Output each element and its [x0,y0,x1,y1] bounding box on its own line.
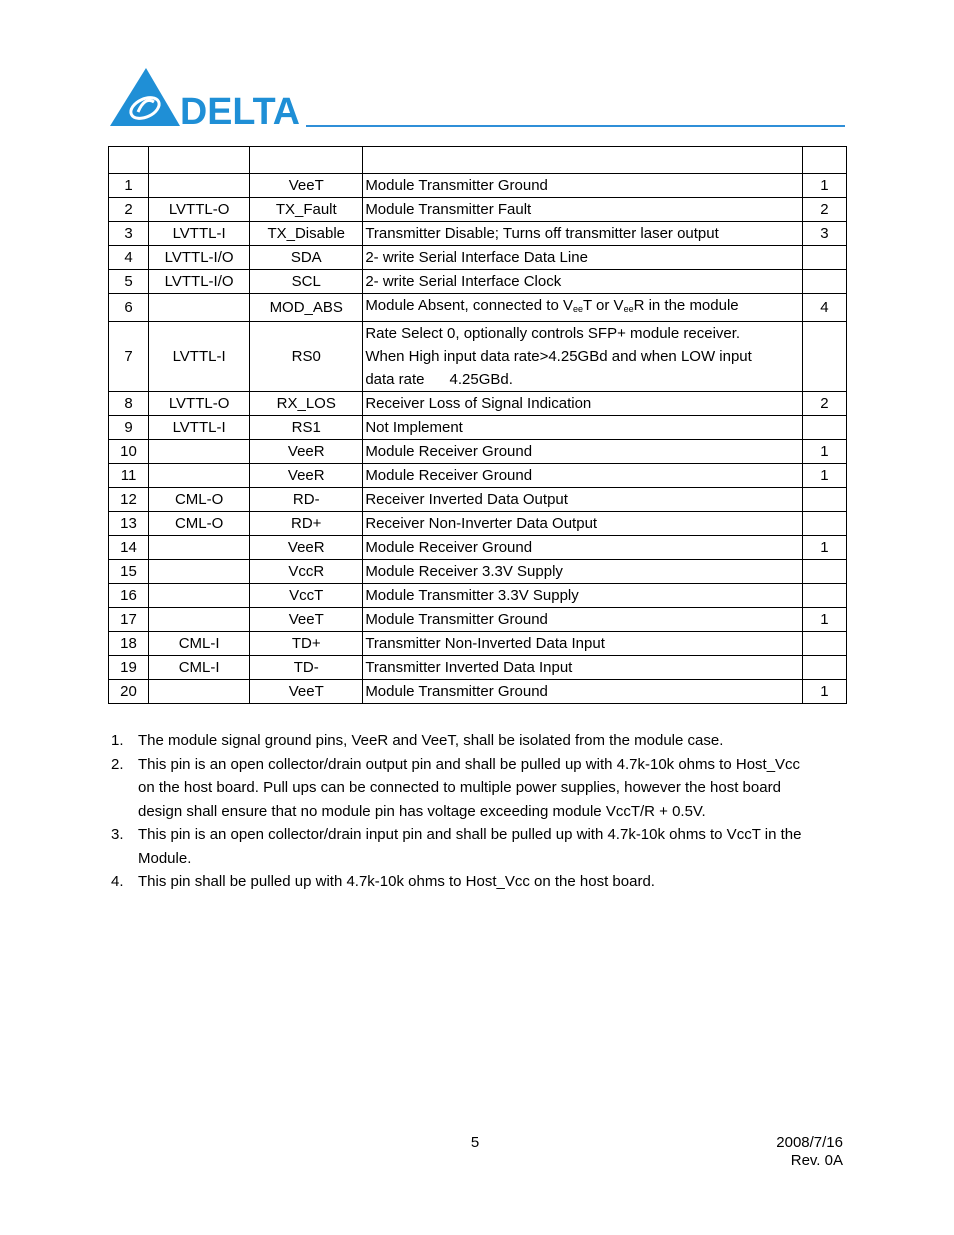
logic-cell [149,680,250,704]
note-cell [802,270,846,294]
logic-cell [149,174,250,198]
logic-cell [149,536,250,560]
symbol-cell: VeeT [250,608,363,632]
pin-number-cell: 3 [109,222,149,246]
note-cell [802,584,846,608]
description-cell [363,322,803,392]
note-cell [802,246,846,270]
description-cell: Transmitter Disable; Turns off transmitter laser output [363,222,803,246]
description-cell: Module Transmitter Ground [363,680,803,704]
note-cell [802,656,846,680]
note-cell [802,322,846,392]
pin-number-cell: 14 [109,536,149,560]
logic-cell [149,584,250,608]
logic-cell: LVTTL-O [149,392,250,416]
note-cell: 1 [802,608,846,632]
symbol-cell: RS1 [250,416,363,440]
logic-cell: CML-O [149,512,250,536]
description-part: T or V [582,297,624,314]
note-item [108,753,838,824]
symbol-cell: VccR [250,560,363,584]
note-cell: 3 [802,222,846,246]
page-number: 5 [470,1134,480,1151]
description-part: ee [623,304,634,314]
note-cell: 2 [802,392,846,416]
description-cell: Module Receiver Ground [363,464,803,488]
table-row [109,294,847,322]
description-line: Rate Select 0, optionally controls SFP+ module receiver. [365,325,741,342]
note-line: The module signal ground pins, VeeR and VeeT, shall be isolated from the module case. [138,732,724,749]
pin-number-cell: 5 [109,270,149,294]
note-cell [802,632,846,656]
logic-cell: LVTTL-I/O [149,270,250,294]
description-cell: Receiver Non-Inverter Data Output [363,512,803,536]
note-item [108,870,838,894]
pin-number-cell: 1 [109,174,149,198]
description-cell [363,294,803,322]
delta-logo [108,66,308,128]
description-cell: Module Transmitter Ground [363,174,803,198]
logic-cell [149,560,250,584]
footer-rev: Rev. 0A [790,1152,843,1169]
pin-number-cell: 9 [109,416,149,440]
symbol-cell: TX_Fault [250,198,363,222]
logic-cell: CML-I [149,632,250,656]
description-cell: Not Implement [363,416,803,440]
symbol-cell: TD+ [250,632,363,656]
table-row [109,222,847,246]
pin-number-cell: 16 [109,584,149,608]
table-row [109,416,847,440]
pin-number-cell: 19 [109,656,149,680]
symbol-cell: RD+ [250,512,363,536]
logo-wordmark: DELTA [180,91,300,128]
description-part: Module Absent, connected to V [365,297,573,314]
table-row [109,608,847,632]
logic-cell: CML-O [149,488,250,512]
note-cell [802,560,846,584]
logic-cell [149,440,250,464]
description-cell: 2- write Serial Interface Clock [363,270,803,294]
note-line: design shall ensure that no module pin has voltage exceeding module VccT/R + 0.5V. [138,802,706,820]
pin-number-cell: 11 [109,464,149,488]
pin-number-cell: 6 [109,294,149,322]
note-line: This pin shall be pulled up with 4.7k-10k ohms to Host_Vcc on the host board. [138,873,655,890]
table-row [109,440,847,464]
table-row [109,198,847,222]
note-number: 4. [111,873,124,890]
logic-cell: LVTTL-I/O [149,246,250,270]
description-cell: Module Transmitter 3.3V Supply [363,584,803,608]
note-cell: 2 [802,198,846,222]
logic-cell [149,608,250,632]
symbol-cell: VeeR [250,464,363,488]
note-cell: 1 [802,680,846,704]
table-row [109,464,847,488]
note-cell: 1 [802,440,846,464]
pin-number-cell: 20 [109,680,149,704]
pin-number-cell: 8 [109,392,149,416]
table-row [109,246,847,270]
description-line: data rate 4.25GBd. [365,371,513,388]
table-row [109,680,847,704]
pin-number-cell: 10 [109,440,149,464]
pin-number-cell: 15 [109,560,149,584]
symbol-cell: VeeT [250,174,363,198]
symbol-cell: RX_LOS [250,392,363,416]
description-line: When High input data rate>4.25GBd and when LOW input [365,348,752,365]
note-cell [802,416,846,440]
table-header-row [109,147,847,174]
pin-number-cell: 2 [109,198,149,222]
table-row [109,488,847,512]
notes-list [108,729,838,894]
note-cell: 1 [802,464,846,488]
header-cell [250,147,363,174]
description-cell: Module Transmitter Ground [363,608,803,632]
description-cell: Receiver Inverted Data Output [363,488,803,512]
symbol-cell: SCL [250,270,363,294]
note-number: 3. [111,826,124,843]
logic-cell: LVTTL-I [149,322,250,392]
description-cell: Receiver Loss of Signal Indication [363,392,803,416]
pin-number-cell: 7 [109,322,149,392]
table-row [109,584,847,608]
description-cell: Module Receiver Ground [363,440,803,464]
note-cell: 4 [802,294,846,322]
note-cell: 1 [802,536,846,560]
pin-number-cell: 17 [109,608,149,632]
symbol-cell: SDA [250,246,363,270]
symbol-cell: VeeR [250,536,363,560]
table-row [109,392,847,416]
description-cell: Transmitter Non-Inverted Data Input [363,632,803,656]
note-cell [802,488,846,512]
note-line: This pin is an open collector/drain input pin and shall be pulled up with 4.7k-10k ohms to VccT in the [138,826,802,843]
footer-date-rev [776,1134,843,1170]
pin-number-cell: 4 [109,246,149,270]
symbol-cell: VeeT [250,680,363,704]
footer-date: 2008/7/16 [776,1134,843,1151]
note-cell [802,512,846,536]
description-part: R in the module [633,297,739,314]
symbol-cell: VccT [250,584,363,608]
table-row [109,560,847,584]
symbol-cell: RS0 [250,322,363,392]
note-number: 2. [111,755,124,773]
logic-cell [149,294,250,322]
note-line: on the host board. Pull ups can be connected to multiple power supplies, however the host board [138,779,781,796]
pin-number-cell: 12 [109,488,149,512]
note-number: 1. [111,732,124,749]
symbol-cell: TX_Disable [250,222,363,246]
description-cell: 2- write Serial Interface Data Line [363,246,803,270]
table-row [109,632,847,656]
note-line: Module. [138,849,192,867]
header-cell [363,147,803,174]
header-cell [109,147,149,174]
header-cell [149,147,250,174]
logic-cell: LVTTL-I [149,416,250,440]
logic-cell: LVTTL-I [149,222,250,246]
table-row [109,322,847,392]
symbol-cell: MOD_ABS [250,294,363,322]
logic-cell: CML-I [149,656,250,680]
description-cell: Module Receiver Ground [363,536,803,560]
description-part: ee [572,304,583,314]
symbol-cell: TD- [250,656,363,680]
header-rule [306,125,845,127]
symbol-cell: RD- [250,488,363,512]
symbol-cell: VeeR [250,440,363,464]
pin-number-cell: 18 [109,632,149,656]
table-row [109,270,847,294]
description-cell: Module Transmitter Fault [363,198,803,222]
table-row [109,656,847,680]
note-item [108,729,838,753]
note-item [108,823,838,870]
note-line: This pin is an open collector/drain output pin and shall be pulled up with 4.7k-10k ohms to Host_Vcc [138,755,801,773]
pin-definition-table [108,146,847,704]
table-row [109,536,847,560]
logic-cell [149,464,250,488]
note-cell: 1 [802,174,846,198]
description-cell: Module Receiver 3.3V Supply [363,560,803,584]
logic-cell: LVTTL-O [149,198,250,222]
header-cell [802,147,846,174]
table-row [109,174,847,198]
description-cell: Transmitter Inverted Data Input [363,656,803,680]
table-row [109,512,847,536]
pin-number-cell: 13 [109,512,149,536]
